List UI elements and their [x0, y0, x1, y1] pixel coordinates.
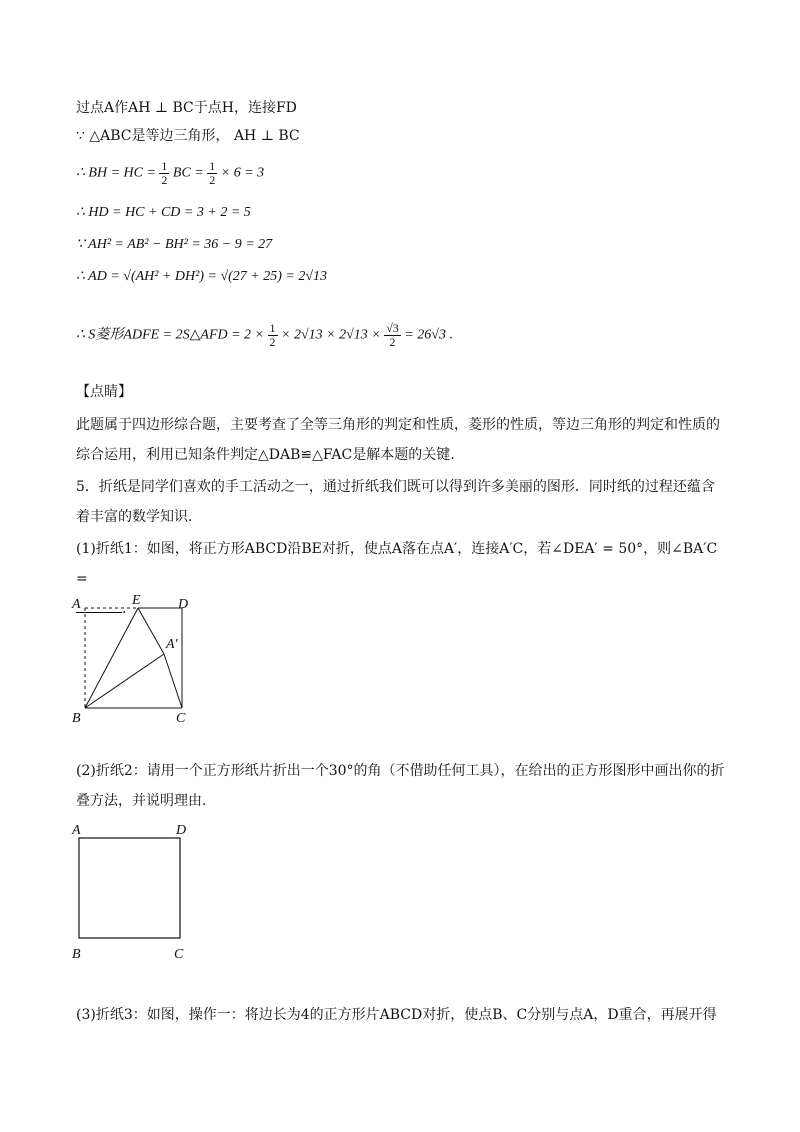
- figure-2-blank-square: [60, 818, 210, 968]
- solution-line-5: ∵ AH² = AB² − BH² = 36 − 9 = 27: [76, 237, 273, 252]
- fig1-label-D: D: [178, 597, 189, 612]
- fig1-label-A-prime: A′: [166, 637, 178, 652]
- solution-line-7-end: = 26√3 .: [404, 327, 453, 343]
- fig2-label-A: A: [72, 823, 81, 838]
- comment-heading: 【点睛】: [76, 384, 132, 400]
- fig1-label-B: B: [72, 711, 81, 726]
- fraction-sqrt3-over-2: $\frac{√3}{2}$: [386, 321, 399, 349]
- fig2-label-C: C: [174, 947, 184, 962]
- solution-line-1: 过点A作AH ⊥ BC于点H，连接FD: [76, 100, 297, 116]
- solution-line-3: [76, 160, 264, 187]
- solution-line-3-post: × 6 = 3: [220, 165, 265, 181]
- fraction-half-3: $\frac{1}{2}$: [269, 321, 276, 349]
- fig1-label-E: E: [132, 593, 141, 608]
- fraction-half-1: $\frac{1}{2}$: [161, 159, 168, 187]
- solution-line-7-pre: ∴ S菱形ADFE = 2S△AFD = 2 ×: [76, 327, 268, 343]
- fig1-label-A: A: [72, 597, 81, 612]
- q5-part3: (3)折纸3：如图，操作一：将边长为4的正方形片ABCD对折，使点B、C分别与点A，D重合，再展开得: [76, 1007, 717, 1023]
- solution-line-7-post: × 2√13 × 2√13 ×: [281, 327, 385, 343]
- solution-line-2: ∵ △ABC是等边三角形， AH ⊥ BC: [76, 128, 300, 144]
- fig2-label-D: D: [176, 823, 187, 838]
- solution-line-3-mid: BC =: [172, 165, 208, 181]
- solution-line-3-pre: ∴ BH = HC =: [76, 165, 160, 181]
- solution-line-7: [76, 322, 453, 349]
- fraction-half-2: $\frac{1}{2}$: [209, 159, 216, 187]
- fig1-label-C: C: [176, 711, 186, 726]
- q5-part1-end: ．: [122, 601, 136, 617]
- solution-line-4: ∴ HD = HC + CD = 3 + 2 = 5: [76, 205, 251, 220]
- comment-text: 此题属于四边形综合题，主要考查了全等三角形的判定和性质，菱形的性质，等边三角形的判定和性质的综合运用，利用已知条件判定△DAB≌△FAC是解本题的关键.: [76, 417, 720, 463]
- q5-intro: 5．折纸是同学们喜欢的手工活动之一，通过折纸我们既可以得到许多美丽的图形．同时纸的过程还蕴含着丰富的数学知识．: [76, 479, 715, 525]
- fig2-label-B: B: [72, 947, 81, 962]
- figure-1-fold-square: [60, 590, 210, 730]
- q5-part2: (2)折纸2：请用一个正方形纸片折出一个30°的角（不借助任何工具），在给出的正方形图形中画出你的折叠方法，并说明理由．: [76, 763, 725, 809]
- q5-part1-text: (1)折纸1：如图，将正方形ABCD沿BE对折，使点A落在点A′，连接A′C，若∠DEA′ = 50°，则∠BA′C =: [76, 541, 718, 587]
- solution-line-6: ∴ AD = √(AH² + DH²) = √(27 + 25) = 2√13: [76, 269, 328, 284]
